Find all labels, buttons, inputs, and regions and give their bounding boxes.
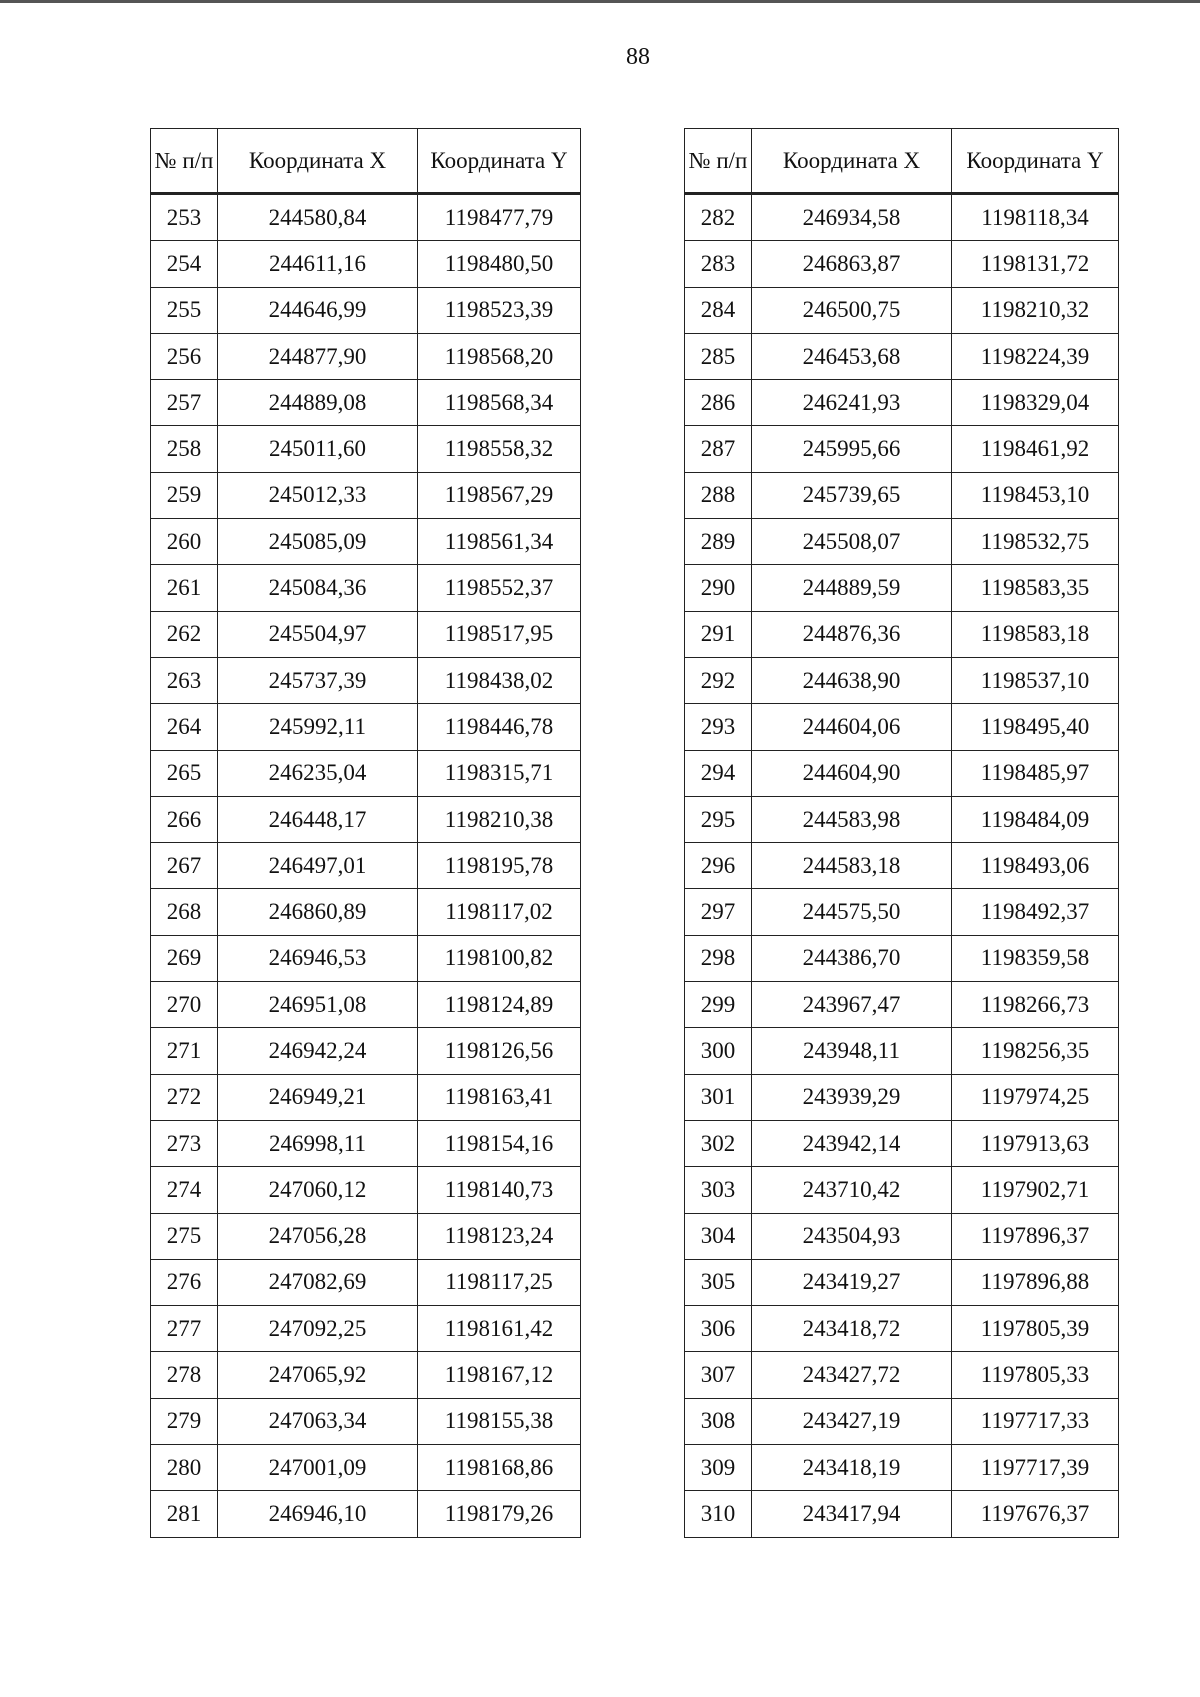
- cell-coord-y: 1198210,38: [418, 796, 581, 842]
- cell-coord-y: 1198568,20: [418, 333, 581, 379]
- table-row: [685, 472, 1119, 518]
- cell-num: 309: [685, 1445, 752, 1491]
- table-row: [685, 935, 1119, 981]
- table-row: [151, 472, 581, 518]
- cell-coord-y: 1198266,73: [952, 982, 1119, 1028]
- table-row: [151, 241, 581, 287]
- cell-num: 290: [685, 565, 752, 611]
- cell-coord-y: 1198124,89: [418, 982, 581, 1028]
- cell-coord-x: 243710,42: [752, 1167, 952, 1213]
- cell-coord-x: 244575,50: [752, 889, 952, 935]
- cell-num: 287: [685, 426, 752, 472]
- header-num: № п/п: [151, 129, 218, 194]
- cell-num: 268: [151, 889, 218, 935]
- cell-coord-x: 243504,93: [752, 1213, 952, 1259]
- cell-coord-y: 1198256,35: [952, 1028, 1119, 1074]
- cell-num: 284: [685, 287, 752, 333]
- cell-coord-x: 247092,25: [218, 1306, 418, 1352]
- header-coord-y: Координата Y: [952, 129, 1119, 194]
- cell-num: 255: [151, 287, 218, 333]
- table-row: [685, 1120, 1119, 1166]
- table-row: [151, 1028, 581, 1074]
- cell-num: 274: [151, 1167, 218, 1213]
- cell-coord-x: 246448,17: [218, 796, 418, 842]
- cell-coord-y: 1198315,71: [418, 750, 581, 796]
- cell-coord-x: 246998,11: [218, 1120, 418, 1166]
- cell-coord-x: 247001,09: [218, 1445, 418, 1491]
- cell-num: 269: [151, 935, 218, 981]
- cell-coord-y: 1198224,39: [952, 333, 1119, 379]
- cell-num: 294: [685, 750, 752, 796]
- cell-coord-y: 1198568,34: [418, 380, 581, 426]
- cell-coord-x: 247056,28: [218, 1213, 418, 1259]
- cell-coord-y: 1198537,10: [952, 657, 1119, 703]
- cell-num: 300: [685, 1028, 752, 1074]
- cell-coord-x: 246241,93: [752, 380, 952, 426]
- cell-coord-y: 1198567,29: [418, 472, 581, 518]
- cell-coord-y: 1198167,12: [418, 1352, 581, 1398]
- cell-num: 282: [685, 194, 752, 241]
- table-row: [685, 796, 1119, 842]
- cell-coord-x: 244638,90: [752, 657, 952, 703]
- table-row: [151, 611, 581, 657]
- cell-coord-y: 1198126,56: [418, 1028, 581, 1074]
- cell-coord-x: 244583,18: [752, 843, 952, 889]
- cell-coord-x: 245739,65: [752, 472, 952, 518]
- cell-num: 259: [151, 472, 218, 518]
- table-row: [685, 1259, 1119, 1305]
- cell-num: 254: [151, 241, 218, 287]
- cell-coord-x: 243417,94: [752, 1491, 952, 1537]
- cell-num: 306: [685, 1306, 752, 1352]
- cell-coord-y: 1198438,02: [418, 657, 581, 703]
- cell-coord-y: 1198179,26: [418, 1491, 581, 1537]
- cell-coord-x: 246946,10: [218, 1491, 418, 1537]
- cell-coord-y: 1198561,34: [418, 519, 581, 565]
- header-num: № п/п: [685, 129, 752, 194]
- cell-coord-x: 246453,68: [752, 333, 952, 379]
- cell-num: 301: [685, 1074, 752, 1120]
- cell-coord-x: 244580,84: [218, 194, 418, 241]
- table-row: [151, 380, 581, 426]
- cell-coord-y: 1197913,63: [952, 1120, 1119, 1166]
- table-row: [685, 843, 1119, 889]
- cell-coord-x: 244889,08: [218, 380, 418, 426]
- cell-num: 271: [151, 1028, 218, 1074]
- table-body-right: [685, 194, 1119, 1538]
- cell-num: 260: [151, 519, 218, 565]
- cell-num: 275: [151, 1213, 218, 1259]
- table-row: [685, 750, 1119, 796]
- cell-coord-y: 1198140,73: [418, 1167, 581, 1213]
- cell-coord-x: 245084,36: [218, 565, 418, 611]
- cell-coord-x: 245992,11: [218, 704, 418, 750]
- table-row: [685, 241, 1119, 287]
- cell-coord-y: 1198484,09: [952, 796, 1119, 842]
- cell-coord-x: 245995,66: [752, 426, 952, 472]
- cell-num: 267: [151, 843, 218, 889]
- table-row: [685, 519, 1119, 565]
- cell-num: 256: [151, 333, 218, 379]
- cell-num: 280: [151, 1445, 218, 1491]
- cell-coord-y: 1198492,37: [952, 889, 1119, 935]
- cell-num: 266: [151, 796, 218, 842]
- cell-coord-y: 1198485,97: [952, 750, 1119, 796]
- cell-coord-x: 245737,39: [218, 657, 418, 703]
- table-row: [151, 889, 581, 935]
- cell-coord-y: 1198123,24: [418, 1213, 581, 1259]
- table-row: [151, 1259, 581, 1305]
- cell-num: 253: [151, 194, 218, 241]
- table-row: [151, 935, 581, 981]
- table-row: [151, 426, 581, 472]
- cell-coord-x: 245085,09: [218, 519, 418, 565]
- cell-coord-y: 1197676,37: [952, 1491, 1119, 1537]
- cell-coord-y: 1198359,58: [952, 935, 1119, 981]
- header-coord-x: Координата X: [752, 129, 952, 194]
- table-row: [151, 796, 581, 842]
- table-row: [685, 1028, 1119, 1074]
- cell-coord-x: 245011,60: [218, 426, 418, 472]
- cell-coord-y: 1198117,02: [418, 889, 581, 935]
- cell-coord-y: 1198161,42: [418, 1306, 581, 1352]
- cell-num: 308: [685, 1398, 752, 1444]
- table-row: [151, 1491, 581, 1537]
- cell-num: 263: [151, 657, 218, 703]
- table-row: [685, 1398, 1119, 1444]
- cell-coord-x: 246860,89: [218, 889, 418, 935]
- table-row: [151, 1213, 581, 1259]
- cell-coord-y: 1198117,25: [418, 1259, 581, 1305]
- coordinates-table-right: [684, 128, 1119, 1538]
- table-body-left: [151, 194, 581, 1538]
- cell-coord-x: 243942,14: [752, 1120, 952, 1166]
- table-row: [685, 287, 1119, 333]
- cell-num: 264: [151, 704, 218, 750]
- cell-coord-x: 244604,90: [752, 750, 952, 796]
- cell-num: 272: [151, 1074, 218, 1120]
- table-row: [151, 565, 581, 611]
- cell-coord-x: 246946,53: [218, 935, 418, 981]
- cell-num: 257: [151, 380, 218, 426]
- table-row: [685, 1074, 1119, 1120]
- table-row: [685, 889, 1119, 935]
- cell-coord-x: 243427,19: [752, 1398, 952, 1444]
- table-row: [685, 611, 1119, 657]
- cell-coord-x: 245508,07: [752, 519, 952, 565]
- table-row: [151, 704, 581, 750]
- cell-coord-x: 246863,87: [752, 241, 952, 287]
- cell-num: 292: [685, 657, 752, 703]
- table-row: [151, 1167, 581, 1213]
- cell-coord-y: 1198517,95: [418, 611, 581, 657]
- cell-coord-y: 1198210,32: [952, 287, 1119, 333]
- header-coord-x: Координата X: [218, 129, 418, 194]
- cell-coord-x: 244611,16: [218, 241, 418, 287]
- cell-num: 299: [685, 982, 752, 1028]
- table-row: [151, 982, 581, 1028]
- cell-num: 281: [151, 1491, 218, 1537]
- cell-coord-x: 243419,27: [752, 1259, 952, 1305]
- table-row: [151, 194, 581, 241]
- cell-coord-x: 244646,99: [218, 287, 418, 333]
- cell-coord-x: 246500,75: [752, 287, 952, 333]
- cell-coord-y: 1198131,72: [952, 241, 1119, 287]
- cell-num: 295: [685, 796, 752, 842]
- cell-num: 273: [151, 1120, 218, 1166]
- cell-coord-y: 1198477,79: [418, 194, 581, 241]
- table-row: [151, 287, 581, 333]
- table-row: [151, 1120, 581, 1166]
- cell-num: 285: [685, 333, 752, 379]
- table-row: [685, 704, 1119, 750]
- cell-coord-x: 244876,36: [752, 611, 952, 657]
- cell-num: 289: [685, 519, 752, 565]
- cell-num: 303: [685, 1167, 752, 1213]
- cell-coord-y: 1198461,92: [952, 426, 1119, 472]
- cell-coord-y: 1198163,41: [418, 1074, 581, 1120]
- cell-coord-x: 243948,11: [752, 1028, 952, 1074]
- table-row: [685, 565, 1119, 611]
- cell-coord-y: 1198552,37: [418, 565, 581, 611]
- cell-coord-y: 1197805,39: [952, 1306, 1119, 1352]
- cell-coord-x: 246934,58: [752, 194, 952, 241]
- cell-coord-y: 1198532,75: [952, 519, 1119, 565]
- cell-coord-y: 1197902,71: [952, 1167, 1119, 1213]
- cell-coord-y: 1198495,40: [952, 704, 1119, 750]
- cell-coord-x: 243939,29: [752, 1074, 952, 1120]
- table-row: [151, 1398, 581, 1444]
- cell-num: 279: [151, 1398, 218, 1444]
- cell-coord-y: 1198155,38: [418, 1398, 581, 1444]
- cell-num: 288: [685, 472, 752, 518]
- cell-coord-x: 244386,70: [752, 935, 952, 981]
- cell-num: 296: [685, 843, 752, 889]
- cell-num: 291: [685, 611, 752, 657]
- table-row: [151, 1306, 581, 1352]
- table-row: [685, 426, 1119, 472]
- cell-coord-y: 1198583,18: [952, 611, 1119, 657]
- cell-coord-y: 1198154,16: [418, 1120, 581, 1166]
- table-row: [151, 1352, 581, 1398]
- cell-num: 261: [151, 565, 218, 611]
- cell-coord-y: 1197805,33: [952, 1352, 1119, 1398]
- cell-coord-y: 1197974,25: [952, 1074, 1119, 1120]
- cell-coord-y: 1198100,82: [418, 935, 581, 981]
- table-row: [685, 380, 1119, 426]
- cell-coord-x: 245012,33: [218, 472, 418, 518]
- cell-coord-y: 1198446,78: [418, 704, 581, 750]
- cell-coord-y: 1197717,33: [952, 1398, 1119, 1444]
- cell-coord-y: 1198453,10: [952, 472, 1119, 518]
- cell-coord-x: 246235,04: [218, 750, 418, 796]
- cell-coord-y: 1197896,88: [952, 1259, 1119, 1305]
- table-row: [151, 657, 581, 703]
- table-row: [151, 333, 581, 379]
- cell-num: 277: [151, 1306, 218, 1352]
- cell-coord-y: 1198493,06: [952, 843, 1119, 889]
- table-row: [685, 333, 1119, 379]
- cell-coord-x: 245504,97: [218, 611, 418, 657]
- table-row: [685, 1445, 1119, 1491]
- table-row: [151, 1445, 581, 1491]
- cell-num: 310: [685, 1491, 752, 1537]
- cell-num: 270: [151, 982, 218, 1028]
- table-row: [685, 657, 1119, 703]
- table-row: [151, 750, 581, 796]
- cell-coord-y: 1198168,86: [418, 1445, 581, 1491]
- table-header-row: [151, 129, 581, 194]
- cell-coord-y: 1198480,50: [418, 241, 581, 287]
- table-row: [151, 843, 581, 889]
- cell-coord-y: 1198523,39: [418, 287, 581, 333]
- cell-num: 304: [685, 1213, 752, 1259]
- cell-num: 305: [685, 1259, 752, 1305]
- cell-coord-y: 1198558,32: [418, 426, 581, 472]
- cell-coord-y: 1198118,34: [952, 194, 1119, 241]
- cell-num: 278: [151, 1352, 218, 1398]
- cell-coord-y: 1197896,37: [952, 1213, 1119, 1259]
- cell-num: 302: [685, 1120, 752, 1166]
- cell-coord-y: 1198583,35: [952, 565, 1119, 611]
- cell-coord-x: 243967,47: [752, 982, 952, 1028]
- table-row: [685, 1491, 1119, 1537]
- cell-coord-x: 243418,19: [752, 1445, 952, 1491]
- cell-num: 262: [151, 611, 218, 657]
- page-number: 88: [626, 44, 650, 70]
- cell-coord-y: 1198329,04: [952, 380, 1119, 426]
- cell-coord-x: 246942,24: [218, 1028, 418, 1074]
- cell-coord-x: 244889,59: [752, 565, 952, 611]
- cell-coord-y: 1197717,39: [952, 1445, 1119, 1491]
- header-coord-y: Координата Y: [418, 129, 581, 194]
- cell-coord-x: 244583,98: [752, 796, 952, 842]
- table-row: [685, 194, 1119, 241]
- table-row: [685, 1167, 1119, 1213]
- cell-coord-x: 244604,06: [752, 704, 952, 750]
- table-row: [685, 1306, 1119, 1352]
- top-border-line: [0, 0, 1200, 3]
- coordinates-table-left: [150, 128, 581, 1538]
- table-header-row: [685, 129, 1119, 194]
- cell-coord-x: 246497,01: [218, 843, 418, 889]
- cell-coord-y: 1198195,78: [418, 843, 581, 889]
- cell-num: 286: [685, 380, 752, 426]
- cell-num: 258: [151, 426, 218, 472]
- cell-num: 307: [685, 1352, 752, 1398]
- cell-coord-x: 244877,90: [218, 333, 418, 379]
- cell-num: 276: [151, 1259, 218, 1305]
- cell-coord-x: 246949,21: [218, 1074, 418, 1120]
- cell-num: 293: [685, 704, 752, 750]
- table-row: [151, 1074, 581, 1120]
- table-row: [685, 982, 1119, 1028]
- cell-num: 265: [151, 750, 218, 796]
- cell-coord-x: 247065,92: [218, 1352, 418, 1398]
- cell-num: 298: [685, 935, 752, 981]
- cell-coord-x: 247082,69: [218, 1259, 418, 1305]
- cell-coord-x: 243418,72: [752, 1306, 952, 1352]
- table-row: [685, 1352, 1119, 1398]
- cell-coord-x: 247060,12: [218, 1167, 418, 1213]
- cell-num: 283: [685, 241, 752, 287]
- cell-num: 297: [685, 889, 752, 935]
- cell-coord-x: 243427,72: [752, 1352, 952, 1398]
- table-row: [151, 519, 581, 565]
- cell-coord-x: 246951,08: [218, 982, 418, 1028]
- cell-coord-x: 247063,34: [218, 1398, 418, 1444]
- table-row: [685, 1213, 1119, 1259]
